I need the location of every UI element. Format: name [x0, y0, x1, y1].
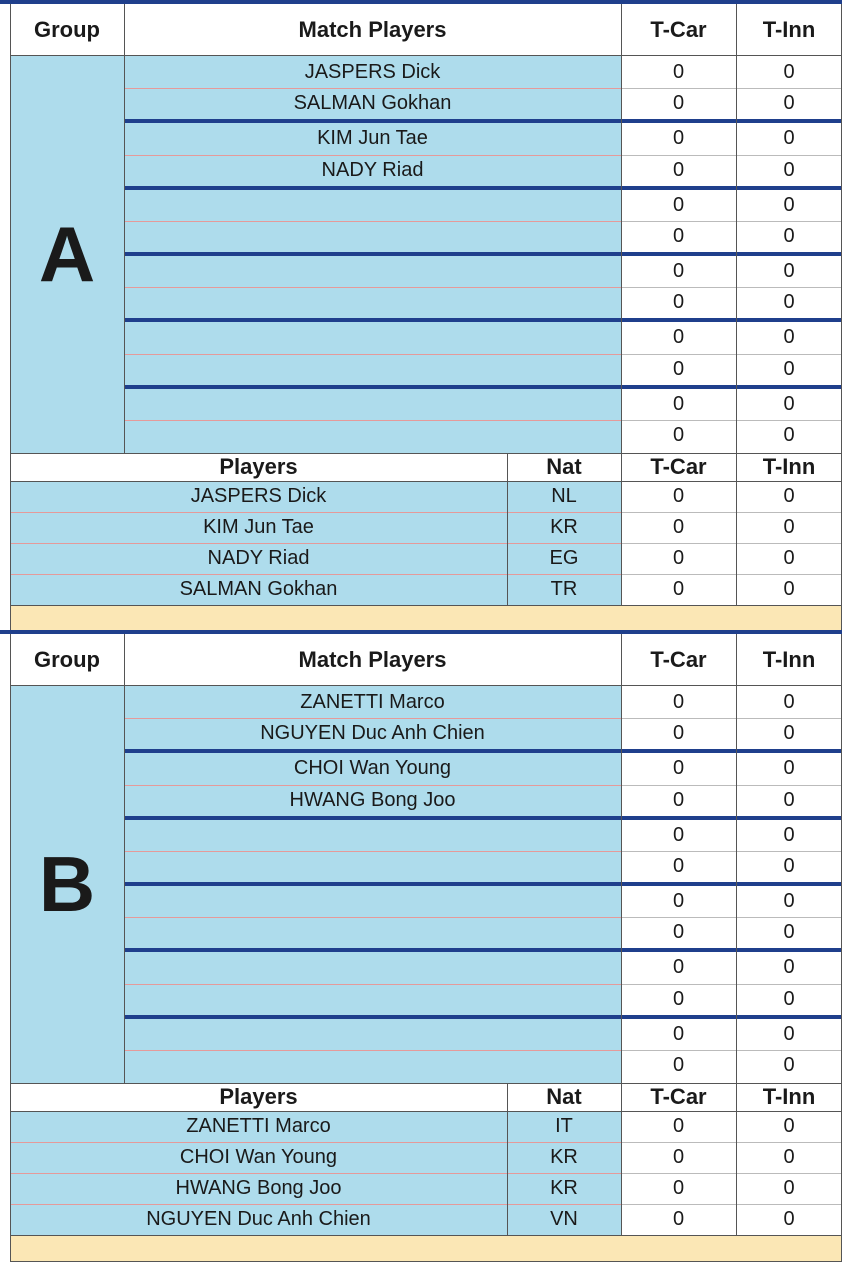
match-t-car-value: 0: [672, 691, 685, 714]
row-separator: [124, 984, 621, 985]
match-divider: [124, 385, 842, 389]
match-t-inn-value: 0: [783, 260, 795, 283]
match-t-inn-value: 0: [783, 392, 795, 415]
group-header: Group: [34, 646, 100, 672]
match-t-inn-value: 0: [783, 855, 795, 878]
players-header: Players: [219, 1084, 298, 1109]
match-t-inn-value: 0: [783, 890, 795, 913]
grid-line: [10, 685, 842, 686]
grid-line: [10, 1261, 842, 1262]
match-t-inn-value: 0: [783, 357, 795, 380]
standings-t-inn-header: T-Inn: [762, 454, 816, 479]
row-separator: [10, 1142, 621, 1143]
match-t-car-value: 0: [672, 890, 685, 913]
grid-line: [10, 453, 842, 454]
row-separator: [621, 1050, 842, 1051]
standings-t-car-value: 0: [672, 547, 685, 569]
row-separator: [124, 1050, 621, 1051]
match-divider: [124, 1015, 842, 1019]
row-separator: [124, 420, 621, 421]
standings-t-inn-value: 0: [783, 547, 795, 569]
match-t-car-value: 0: [672, 921, 685, 944]
grid-line: [736, 634, 737, 1235]
standings-player-name: CHOI Wan Young: [179, 1146, 338, 1168]
match-t-car-value: 0: [672, 158, 685, 181]
match-t-inn-value: 0: [783, 1022, 795, 1045]
match-player-name: CHOI Wan Young: [293, 757, 452, 780]
standings-nationality: KR: [550, 516, 578, 538]
match-t-car-value: 0: [672, 823, 685, 846]
t-car-header: T-Car: [650, 646, 707, 672]
nat-header: Nat: [546, 454, 582, 479]
standings-t-car-value: 0: [672, 1115, 685, 1137]
match-player-name: [124, 917, 621, 948]
t-car-header: T-Car: [650, 16, 707, 42]
match-divider: [124, 882, 842, 886]
match-t-inn-value: 0: [783, 225, 795, 248]
match-t-inn-value: 0: [783, 987, 795, 1010]
match-player-name: [124, 1019, 621, 1050]
match-t-inn-value: 0: [783, 193, 795, 216]
standings-t-inn-value: 0: [783, 1146, 795, 1168]
match-player-name: [124, 820, 621, 851]
players-header: Players: [219, 454, 298, 479]
match-t-car-value: 0: [672, 757, 685, 780]
row-separator: [621, 718, 842, 719]
match-t-car-value: 0: [672, 225, 685, 248]
match-t-car-value: 0: [672, 956, 685, 979]
match-t-car-value: 0: [672, 1054, 685, 1077]
t-inn-header: T-Inn: [762, 646, 816, 672]
row-separator: [621, 1142, 842, 1143]
row-separator: [621, 574, 842, 575]
group-footer-band: [10, 1235, 842, 1262]
row-separator: [621, 917, 842, 918]
match-divider: [124, 948, 842, 952]
match-player-name: [124, 256, 621, 287]
standings-nationality: IT: [555, 1115, 573, 1137]
match-t-inn-value: 0: [783, 127, 795, 150]
row-separator: [621, 1204, 842, 1205]
grid-line: [10, 1111, 842, 1112]
match-t-inn-value: 0: [783, 61, 795, 84]
match-t-car-value: 0: [672, 61, 685, 84]
match-divider: [124, 119, 842, 123]
match-divider: [124, 816, 842, 820]
standings-t-car-value: 0: [672, 578, 685, 600]
standings-nationality: EG: [549, 547, 579, 569]
match-t-car-value: 0: [672, 392, 685, 415]
row-separator: [621, 984, 842, 985]
grid-line: [10, 605, 842, 606]
standings-nationality: NL: [551, 485, 577, 507]
nat-header: Nat: [546, 1084, 582, 1109]
match-t-inn-value: 0: [783, 823, 795, 846]
standings-t-car-value: 0: [672, 516, 685, 538]
row-separator: [10, 574, 621, 575]
match-t-car-value: 0: [672, 92, 685, 115]
match-t-car-value: 0: [672, 291, 685, 314]
row-separator: [124, 287, 621, 288]
row-separator: [124, 851, 621, 852]
row-separator: [124, 917, 621, 918]
row-separator: [124, 354, 621, 355]
grid-line: [10, 481, 842, 482]
match-player-name: [124, 1050, 621, 1081]
group-footer-band: [10, 605, 842, 632]
standings-t-car-value: 0: [672, 1146, 685, 1168]
match-player-name: [124, 354, 621, 385]
standings-t-inn-value: 0: [783, 516, 795, 538]
standings-t-inn-value: 0: [783, 1177, 795, 1199]
row-separator: [621, 354, 842, 355]
row-separator: [621, 88, 842, 89]
match-t-inn-value: 0: [783, 92, 795, 115]
row-separator: [621, 785, 842, 786]
match-players-header: Match Players: [298, 16, 447, 42]
row-separator: [621, 420, 842, 421]
row-separator: [621, 287, 842, 288]
standings-nationality: TR: [550, 578, 578, 600]
match-t-inn-value: 0: [783, 424, 795, 447]
group-letter: A: [38, 209, 96, 298]
match-player-name: KIM Jun Tae: [317, 127, 428, 150]
match-t-car-value: 0: [672, 1022, 685, 1045]
row-separator: [10, 1204, 621, 1205]
match-t-car-value: 0: [672, 326, 685, 349]
match-t-inn-value: 0: [783, 158, 795, 181]
standings-t-inn-header: T-Inn: [762, 1084, 816, 1109]
standings-player-name: ZANETTI Marco: [186, 1115, 331, 1137]
grid-line: [10, 4, 11, 632]
standings-nationality: VN: [550, 1208, 578, 1230]
group-header: Group: [34, 16, 100, 42]
grid-line: [507, 1083, 508, 1235]
match-player-name: [124, 851, 621, 882]
match-t-inn-value: 0: [783, 788, 795, 811]
row-separator: [621, 1173, 842, 1174]
match-player-name: SALMAN Gokhan: [293, 92, 452, 115]
match-player-name: [124, 952, 621, 983]
match-player-name: [124, 984, 621, 1015]
grid-line: [507, 453, 508, 605]
row-separator: [621, 155, 842, 156]
grid-line: [621, 634, 622, 1235]
t-inn-header: T-Inn: [762, 16, 816, 42]
row-separator: [621, 543, 842, 544]
match-divider: [124, 749, 842, 753]
standings-t-inn-value: 0: [783, 1208, 795, 1230]
match-t-car-value: 0: [672, 722, 685, 745]
match-t-inn-value: 0: [783, 291, 795, 314]
match-divider: [124, 318, 842, 322]
match-player-name: HWANG Bong Joo: [289, 788, 456, 811]
grid-line: [10, 1235, 842, 1236]
match-player-name: [124, 221, 621, 252]
match-player-name: ZANETTI Marco: [300, 691, 445, 714]
match-player-name: NGUYEN Duc Anh Chien: [260, 722, 485, 745]
match-players-header: Match Players: [298, 646, 447, 672]
standings-t-car-value: 0: [672, 1208, 685, 1230]
match-player-name: JASPERS Dick: [304, 61, 441, 84]
row-separator: [124, 88, 621, 89]
standings-nationality: KR: [550, 1146, 578, 1168]
match-t-inn-value: 0: [783, 956, 795, 979]
match-t-inn-value: 0: [783, 691, 795, 714]
match-t-car-value: 0: [672, 788, 685, 811]
row-separator: [10, 512, 621, 513]
grid-line: [124, 634, 125, 1083]
standings-t-car-value: 0: [672, 485, 685, 507]
row-separator: [124, 718, 621, 719]
standings-nationality: KR: [550, 1177, 578, 1199]
match-player-name: [124, 389, 621, 420]
row-separator: [124, 785, 621, 786]
group-letter: B: [38, 839, 96, 928]
standings-player-name: SALMAN Gokhan: [179, 578, 338, 600]
grid-line: [736, 4, 737, 605]
match-t-inn-value: 0: [783, 326, 795, 349]
match-t-car-value: 0: [672, 987, 685, 1010]
row-separator: [621, 221, 842, 222]
row-separator: [10, 543, 621, 544]
standings-player-name: HWANG Bong Joo: [175, 1177, 342, 1199]
standings-t-inn-value: 0: [783, 578, 795, 600]
standings-player-name: KIM Jun Tae: [203, 516, 314, 538]
match-player-name: [124, 886, 621, 917]
match-t-inn-value: 0: [783, 921, 795, 944]
row-separator: [124, 155, 621, 156]
match-t-inn-value: 0: [783, 722, 795, 745]
row-separator: [621, 851, 842, 852]
match-player-name: [124, 190, 621, 221]
standings-player-name: NADY Riad: [207, 547, 310, 569]
grid-line: [10, 55, 842, 56]
standings-t-inn-value: 0: [783, 485, 795, 507]
row-separator: [10, 1173, 621, 1174]
grid-line: [10, 1083, 842, 1084]
standings-t-car-value: 0: [672, 1177, 685, 1199]
standings-player-name: NGUYEN Duc Anh Chien: [146, 1208, 371, 1230]
match-divider: [124, 186, 842, 190]
standings-t-car-header: T-Car: [650, 1084, 707, 1109]
match-t-car-value: 0: [672, 855, 685, 878]
match-player-name: NADY Riad: [321, 158, 424, 181]
match-t-car-value: 0: [672, 260, 685, 283]
row-separator: [621, 512, 842, 513]
match-t-car-value: 0: [672, 424, 685, 447]
match-t-car-value: 0: [672, 127, 685, 150]
standings-t-car-header: T-Car: [650, 454, 707, 479]
match-t-inn-value: 0: [783, 757, 795, 780]
match-t-inn-value: 0: [783, 1054, 795, 1077]
match-t-car-value: 0: [672, 193, 685, 216]
row-separator: [124, 221, 621, 222]
match-player-name: [124, 287, 621, 318]
standings-player-name: JASPERS Dick: [190, 485, 327, 507]
match-player-name: [124, 420, 621, 451]
grid-line: [621, 4, 622, 605]
match-divider: [124, 252, 842, 256]
grid-line: [10, 634, 11, 1262]
grid-line: [124, 4, 125, 453]
standings-t-inn-value: 0: [783, 1115, 795, 1137]
match-t-car-value: 0: [672, 357, 685, 380]
match-player-name: [124, 322, 621, 353]
